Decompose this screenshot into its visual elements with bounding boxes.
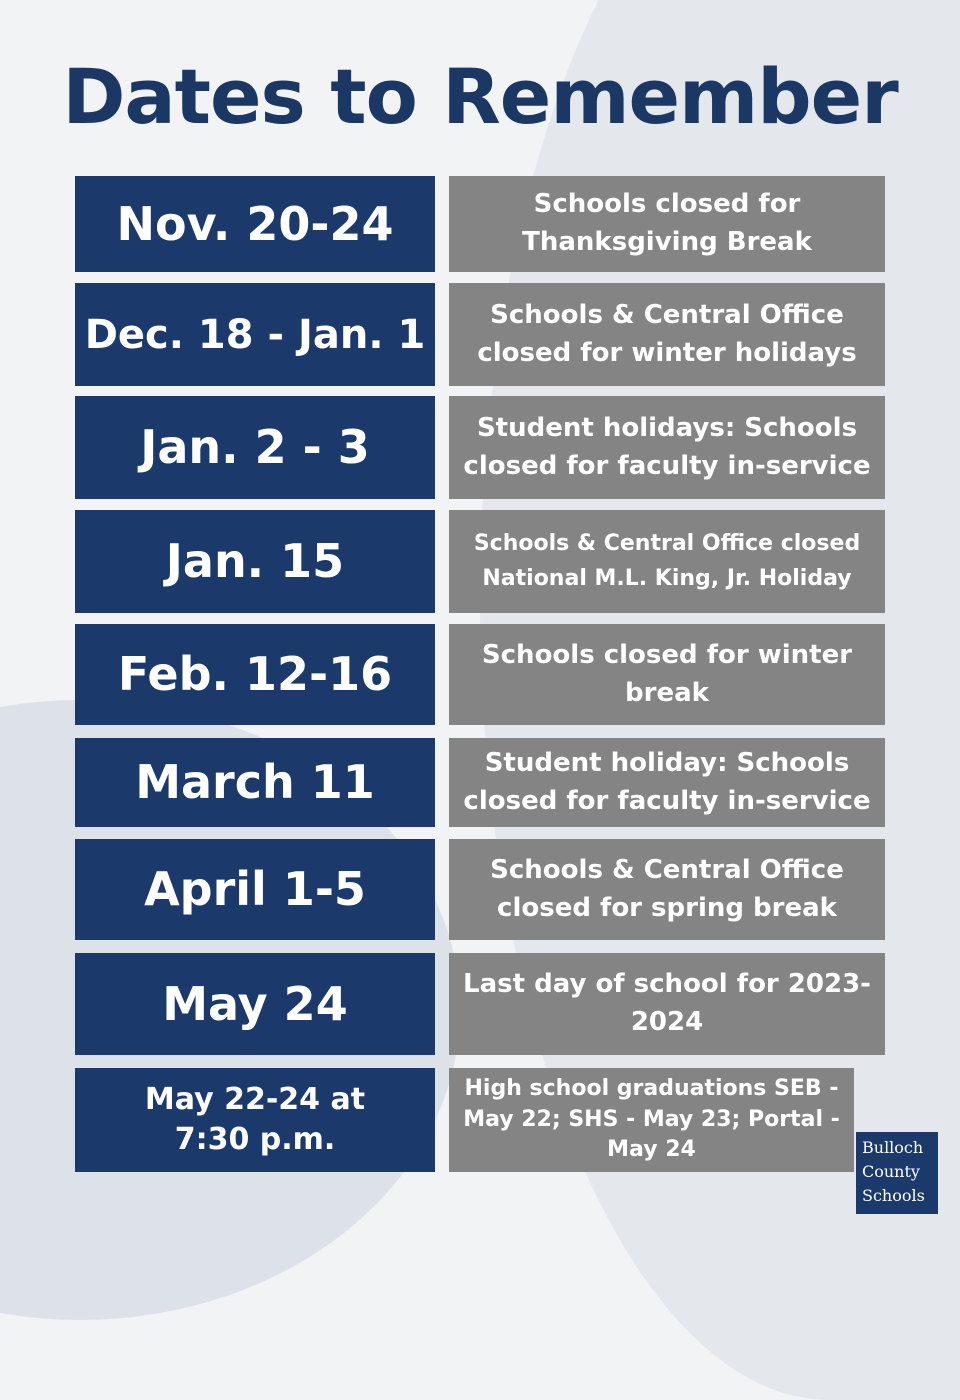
date-label: Jan. 15 [165, 534, 345, 589]
description-label: Student holiday: Schools closed for faculty in-service [463, 747, 871, 816]
description-box [449, 1068, 854, 1172]
date-box [75, 738, 435, 827]
date-label: March 11 [135, 755, 375, 810]
description-box [449, 510, 885, 613]
date-box [75, 283, 435, 386]
date-label: Feb. 12-16 [117, 647, 393, 702]
page-title: Dates to Remember [62, 52, 898, 141]
logo-line: Schools [862, 1186, 925, 1205]
description-label: Student holidays: Schools closed for faculty in-service [463, 412, 871, 481]
date-label: Dec. 18 - Jan. 1 [84, 311, 426, 358]
date-box [75, 176, 435, 272]
date-box [75, 953, 435, 1055]
date-box [75, 510, 435, 613]
description-box [449, 839, 885, 940]
date-box [75, 396, 435, 499]
logo-line: Bulloch [862, 1138, 924, 1157]
description-box [449, 176, 885, 272]
bulloch-county-schools-logo [856, 1132, 938, 1214]
date-label: Nov. 20-24 [116, 196, 394, 251]
date-label: Jan. 2 - 3 [140, 420, 370, 475]
description-label: Schools & Central Office closed for winter holidays [477, 299, 857, 368]
description-label: Schools closed for Thanksgiving Break [522, 189, 812, 257]
description-box [449, 283, 885, 386]
description-label: Schools & Central Office closed National M.L. King, Jr. Holiday [473, 531, 861, 591]
description-label: Last day of school for 2023-2024 [463, 969, 871, 1037]
date-label: April 1-5 [144, 862, 366, 917]
date-box [75, 839, 435, 940]
description-label: Schools & Central Office closed for spring break [490, 854, 844, 923]
date-label: May 22-24 at 7:30 p.m. [144, 1081, 366, 1157]
description-label: Schools closed for winter break [481, 639, 853, 708]
description-box [449, 624, 885, 725]
description-label: High school graduations SEB - May 22; SHS - May 23; Portal - May 24 [463, 1075, 840, 1163]
description-box [449, 953, 885, 1055]
date-box [75, 624, 435, 725]
date-box [75, 1068, 435, 1172]
date-label: May 24 [162, 976, 348, 1031]
description-box [449, 396, 885, 499]
logo-line: County [862, 1162, 920, 1181]
description-box [449, 738, 885, 827]
